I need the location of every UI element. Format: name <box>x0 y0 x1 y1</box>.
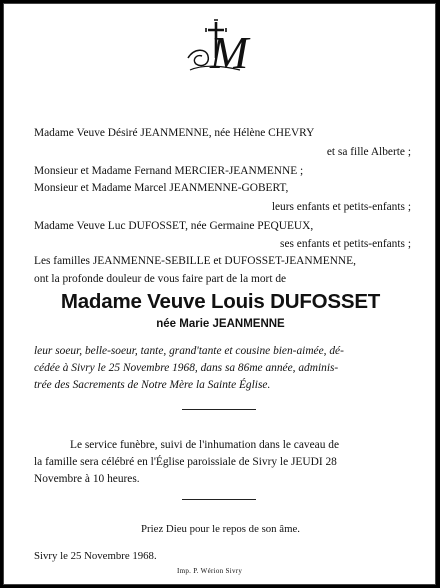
deceased-maiden-name: née Marie JEANMENNE <box>156 318 285 330</box>
prayer-text: Priez Dieu pour le repos de son âme. <box>141 523 300 535</box>
family-line-6: Madame Veuve Luc DUFOSSET, née Germaine PEQUEUX, <box>34 220 314 232</box>
divider <box>182 499 256 500</box>
funeral-notice-card <box>3 3 436 585</box>
family-line-4: Monsieur et Madame Marcel JEANMENNE-GOBERT, <box>34 182 289 194</box>
monogram-letter: M <box>210 27 249 74</box>
printer-credit: Imp. P. Wérion Sivry <box>177 567 243 575</box>
family-line-5: leurs enfants et petits-enfants ; <box>271 201 411 213</box>
place-date: Sivry le 25 Novembre 1968. <box>34 550 157 562</box>
family-line-7: ses enfants et petits-enfants ; <box>280 238 411 250</box>
description-line-1: leur soeur, belle-soeur, tante, grand'tante et cousine bien-aimée, dé- <box>34 345 344 357</box>
service-line-3: Novembre à 10 heures. <box>34 473 140 485</box>
divider <box>182 409 256 410</box>
family-line-1: Madame Veuve Désiré JEANMENNE, née Hélène CHEVRY <box>34 127 315 139</box>
family-line-3: Monsieur et Madame Fernand MERCIER-JEANMENNE ; <box>34 165 304 177</box>
family-line-8: Les familles JEANMENNE-SEBILLE et DUFOSSET-JEANMENNE, <box>34 255 356 267</box>
cross-monogram-icon <box>180 18 264 74</box>
description-line-3: trée des Sacrements de Notre Mère la Sainte Église. <box>34 379 271 391</box>
deceased-name: Madame Veuve Louis DUFOSSET <box>60 290 381 313</box>
family-line-2: et sa fille Alberte ; <box>326 146 411 158</box>
description-line-2: cédée à Sivry le 25 Novembre 1968, dans sa 86me année, adminis- <box>34 362 339 374</box>
family-line-9: ont la profonde douleur de vous faire part de la mort de <box>34 273 287 285</box>
service-line-2: la famille sera célébré en l'Église paroissiale de Sivry le JEUDI 28 <box>34 456 337 468</box>
service-line-1: Le service funèbre, suivi de l'inhumation dans le caveau de <box>70 439 339 451</box>
